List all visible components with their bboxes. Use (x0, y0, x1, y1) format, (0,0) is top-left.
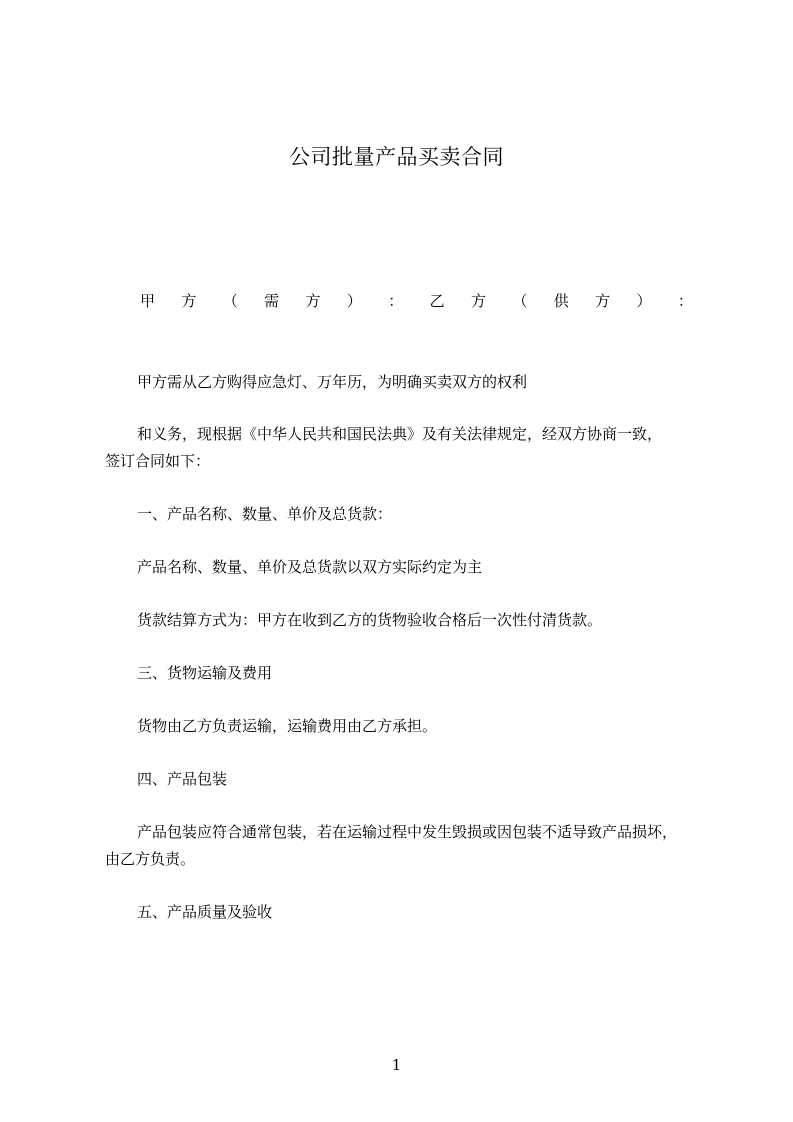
section-1-body: 产品名称、数量、单价及总货款以双方实际约定为主 (137, 558, 483, 576)
section-4-body-line-2: 由乙方负责。 (105, 850, 196, 868)
parties-line (140, 290, 693, 312)
parties-char: 方 (471, 292, 487, 310)
page-number: 1 (391, 1056, 402, 1074)
parties-char: 乙 (429, 292, 445, 310)
intro-paragraph-line-1: 甲方需从乙方购得应急灯、万年历，为明确买卖双方的权利 (137, 373, 528, 391)
section-4-body-line-1: 产品包装应符合通常包装，若在运输过程中发生毁损或因包装不适导致产品损坏， (137, 823, 678, 841)
parties-char: ： (677, 292, 693, 310)
parties-char: ） (346, 292, 362, 310)
parties-char: 供 (553, 292, 569, 310)
parties-char: 方 (595, 292, 611, 310)
parties-char: （ (222, 292, 238, 310)
contract-title: 公司批量产品买卖合同 (289, 145, 504, 169)
intro-paragraph-line-2: 和义务，现根据《中华人民共和国民法典》及有关法律规定，经双方协商一致， (137, 425, 663, 443)
parties-char: 方 (305, 292, 321, 310)
section-5-heading: 五、产品质量及验收 (137, 903, 273, 921)
section-4-heading: 四、产品包装 (137, 770, 228, 788)
section-1-heading: 一、产品名称、数量、单价及总货款： (137, 505, 393, 523)
parties-char: 方 (181, 292, 197, 310)
parties-char: ： (388, 292, 404, 310)
parties-char: 甲 (140, 292, 156, 310)
section-3-heading: 三、货物运输及费用 (137, 664, 273, 682)
section-3-body: 货物由乙方负责运输，运输费用由乙方承担。 (137, 717, 438, 735)
parties-char: （ (512, 292, 528, 310)
parties-char: ） (636, 292, 652, 310)
payment-terms: 货款结算方式为：甲方在收到乙方的货物验收合格后一次性付清货款。 (137, 611, 603, 629)
intro-paragraph-line-3: 签订合同如下： (105, 452, 211, 470)
parties-char: 需 (264, 292, 280, 310)
